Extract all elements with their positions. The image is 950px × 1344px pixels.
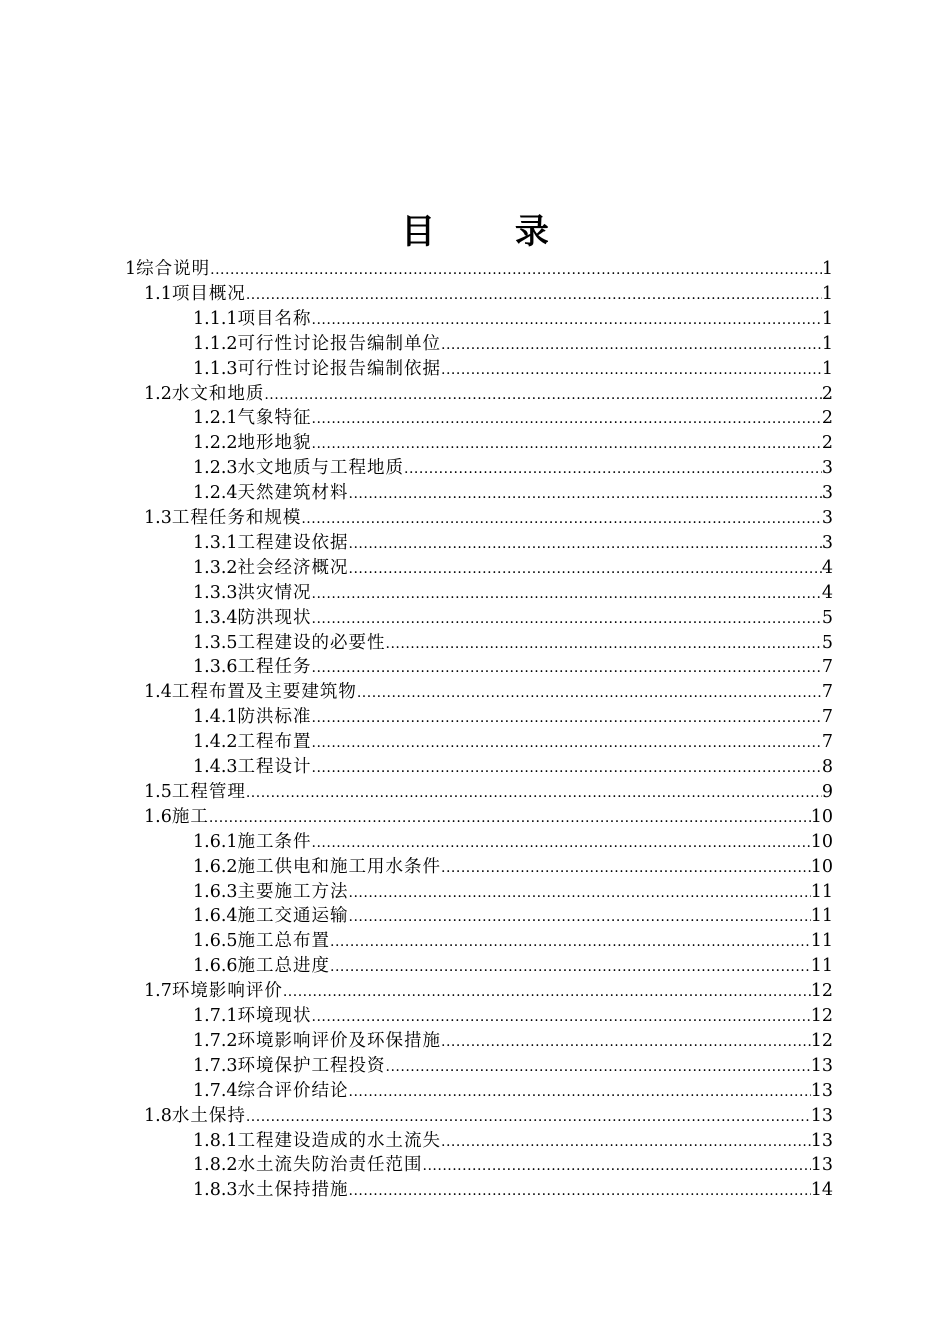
toc-page-number: 9	[821, 781, 833, 802]
toc-entry[interactable]	[144, 1104, 833, 1129]
toc-entry-title: 环境影响评价及环保措施	[237, 1030, 442, 1051]
toc-entry-number: 1.6.2	[193, 856, 238, 877]
toc-dot-leader	[349, 482, 822, 507]
toc-entry-title: 主要施工方法	[237, 881, 349, 902]
toc-entry-title: 项目概况	[171, 283, 246, 304]
toc-entry-title: 环境保护工程投资	[237, 1055, 386, 1076]
toc-dot-leader	[349, 881, 811, 906]
toc-dot-leader	[283, 980, 811, 1005]
toc-dot-leader	[246, 781, 822, 806]
toc-entry-title: 综合说明	[136, 259, 211, 279]
toc-entry-title: 施工交通运输	[237, 906, 349, 927]
toc-entry[interactable]	[193, 431, 833, 456]
toc-page-number: 3	[821, 508, 833, 528]
toc-page-number: 3	[821, 483, 833, 504]
toc-dot-leader	[349, 1179, 811, 1204]
toc-entry[interactable]	[193, 307, 833, 332]
toc-dot-leader	[312, 756, 822, 781]
toc-entry[interactable]	[125, 257, 833, 282]
toc-entry-title: 气象特征	[237, 408, 312, 429]
toc-entry[interactable]	[193, 755, 833, 780]
toc-dot-leader	[312, 1005, 811, 1030]
toc-entry-number: 1.6.4	[193, 906, 238, 927]
toc-page-number: 11	[810, 906, 833, 927]
toc-entry-number: 1.3.2	[193, 557, 238, 578]
toc-page-number: 5	[821, 632, 833, 653]
toc-entry-title: 防洪标准	[237, 707, 312, 728]
toc-dot-leader	[210, 258, 822, 283]
toc-dot-leader	[423, 1154, 811, 1179]
toc-dot-leader	[349, 1080, 811, 1105]
toc-entry-number: 1.3.6	[193, 657, 238, 678]
toc-entry-title: 施工条件	[237, 831, 312, 852]
toc-dot-leader	[441, 1130, 811, 1155]
toc-dot-leader	[312, 731, 822, 756]
toc-entry-number: 1.4.2	[193, 732, 238, 753]
toc-entry[interactable]	[193, 581, 833, 606]
toc-entry-number: 1.4.3	[193, 757, 238, 777]
toc-entry[interactable]	[144, 282, 833, 307]
toc-dot-leader	[441, 358, 822, 383]
toc-page-number: 1	[821, 333, 833, 354]
toc-page-number: 1	[821, 283, 833, 304]
toc-dot-leader	[330, 930, 811, 955]
toc-entry-title: 防洪现状	[237, 607, 312, 628]
toc-page-number: 11	[810, 931, 833, 952]
toc-entry-title: 天然建筑材料	[237, 483, 349, 504]
toc-entry-title: 工程布置及主要建筑物	[171, 682, 357, 703]
toc-entry-number: 1.8.1	[193, 1130, 238, 1151]
toc-dot-leader	[312, 308, 822, 333]
toc-entry-number: 1.2.3	[193, 458, 238, 479]
toc-entry[interactable]	[193, 1004, 833, 1029]
toc-entry-title: 社会经济概况	[237, 557, 349, 578]
toc-entry-number: 1.7	[144, 981, 172, 1002]
toc-entry[interactable]	[193, 556, 833, 581]
toc-entry[interactable]	[144, 979, 833, 1004]
toc-entry-number: 1.3.4	[193, 607, 238, 628]
toc-entry[interactable]	[144, 680, 833, 705]
toc-entry-title: 施工供电和施工用水条件	[237, 856, 442, 877]
toc-page-number: 10	[810, 831, 833, 852]
toc-page-number: 7	[821, 732, 833, 753]
toc-entry[interactable]	[193, 904, 833, 929]
toc-entry-title: 工程设计	[237, 757, 312, 777]
toc-entry[interactable]	[144, 382, 833, 407]
toc-dot-leader	[386, 632, 822, 657]
toc-entry[interactable]	[144, 506, 833, 531]
toc-page-number: 12	[810, 981, 833, 1002]
toc-entry[interactable]	[193, 880, 833, 905]
toc-entry[interactable]	[193, 406, 833, 431]
toc-dot-leader	[357, 681, 822, 706]
toc-entry-number: 1.2	[144, 383, 172, 404]
toc-entry-number: 1.2.1	[193, 408, 238, 429]
toc-entry-title: 施工	[171, 806, 209, 827]
toc-entry[interactable]	[193, 332, 833, 357]
toc-entry-title: 水文和地质	[171, 383, 265, 404]
toc-entry[interactable]	[193, 855, 833, 880]
toc-page-number: 10	[810, 806, 833, 827]
toc-page-number: 2	[821, 433, 833, 454]
toc-entry-number: 1.6	[144, 806, 172, 827]
toc-page-number: 12	[810, 1030, 833, 1051]
toc-dot-leader	[312, 607, 822, 632]
toc-entry-title: 水土流失防治责任范围	[237, 1155, 423, 1176]
toc-entry-number: 1.3.3	[193, 582, 238, 603]
toc-entry-title: 工程建设的必要性	[237, 632, 386, 653]
toc-entry-title: 环境影响评价	[171, 981, 283, 1002]
toc-entry-title: 水土保持	[171, 1105, 246, 1126]
toc-dot-leader	[312, 656, 822, 681]
toc-entry[interactable]	[193, 1029, 833, 1054]
toc-entry-title: 施工总进度	[237, 956, 331, 977]
toc-entry[interactable]	[193, 730, 833, 755]
toc-entry[interactable]	[193, 655, 833, 680]
toc-dot-leader	[209, 806, 811, 831]
toc-entry[interactable]	[193, 1079, 833, 1104]
toc-entry-number: 1.3.1	[193, 532, 238, 553]
toc-page-number: 1	[821, 259, 833, 279]
toc-dot-leader	[312, 407, 822, 432]
toc-entry-title: 工程管理	[171, 781, 246, 802]
toc-entry-number: 1.7.3	[193, 1055, 238, 1076]
toc-page-number: 4	[821, 582, 833, 603]
toc-entry[interactable]	[144, 805, 833, 830]
toc-page-number: 7	[821, 682, 833, 703]
toc-page-number: 4	[821, 557, 833, 578]
toc-entry-number: 1.2.2	[193, 433, 238, 454]
toc-page-number: 13	[810, 1155, 833, 1176]
toc-dot-leader	[386, 1055, 811, 1080]
toc-entry[interactable]	[193, 705, 833, 730]
toc-dot-leader	[441, 333, 822, 358]
toc-entry-number: 1.1.1	[193, 308, 238, 329]
toc-entry-title: 水文地质与工程地质	[237, 458, 405, 479]
toc-entry-title: 项目名称	[237, 308, 312, 329]
toc-entry-number: 1.1.2	[193, 333, 238, 354]
toc-entry-title: 可行性讨论报告编制依据	[237, 358, 442, 379]
toc-entry[interactable]	[193, 830, 833, 855]
toc-entry-number: 1	[125, 259, 137, 279]
toc-entry-number: 1.8.3	[193, 1180, 238, 1201]
toc-entry[interactable]	[193, 929, 833, 954]
toc-entry-title: 施工总布置	[237, 931, 331, 952]
toc-entry-number: 1.1	[144, 283, 172, 304]
toc-entry-title: 工程任务和规模	[171, 508, 302, 528]
toc-entry-number: 1.8	[144, 1105, 172, 1126]
toc-entry-title: 工程建设依据	[237, 532, 349, 553]
toc-entry[interactable]	[193, 481, 833, 506]
toc-entry-number: 1.6.5	[193, 931, 238, 952]
toc-page-number: 7	[821, 707, 833, 728]
toc-entry-number: 1.6.1	[193, 831, 238, 852]
toc-page-number: 3	[821, 532, 833, 553]
toc-dot-leader	[312, 582, 822, 607]
toc-entry[interactable]	[144, 780, 833, 805]
toc-dot-leader	[349, 905, 811, 930]
toc-page-number: 1	[821, 308, 833, 329]
toc-entry-number: 1.1.3	[193, 358, 238, 379]
toc-entry[interactable]	[193, 631, 833, 656]
toc-page-number: 12	[810, 1006, 833, 1026]
toc-entry-number: 1.3	[144, 508, 172, 528]
toc-entry-title: 工程建设造成的水土流失	[237, 1130, 442, 1151]
toc-entry-number: 1.8.2	[193, 1155, 238, 1176]
toc-entry[interactable]	[193, 357, 833, 382]
toc-entry[interactable]	[193, 606, 833, 631]
toc-entry-number: 1.4	[144, 682, 172, 703]
toc-entry-title: 洪灾情况	[237, 582, 312, 603]
toc-entry[interactable]	[193, 1129, 833, 1154]
toc-entry-number: 1.5	[144, 781, 172, 802]
toc-entry-title: 综合评价结论	[237, 1080, 349, 1101]
toc-entry-number: 1.6.6	[193, 956, 238, 977]
toc-entry[interactable]	[193, 456, 833, 481]
toc-entry-number: 1.7.2	[193, 1030, 238, 1051]
toc-dot-leader	[441, 856, 811, 881]
toc-page-number: 14	[810, 1180, 833, 1201]
toc-page-number: 2	[821, 383, 833, 404]
toc-page-number: 7	[821, 657, 833, 678]
toc-entry[interactable]	[193, 1054, 833, 1079]
toc-entry-number: 1.7.4	[193, 1080, 238, 1101]
toc-page-number: 10	[810, 856, 833, 877]
toc-page-number: 1	[821, 358, 833, 379]
toc-dot-leader	[246, 1105, 811, 1130]
toc-entry-title: 工程布置	[237, 732, 312, 753]
toc-dot-leader	[264, 383, 822, 408]
toc-entry[interactable]	[193, 1153, 833, 1178]
toc-page-number: 3	[821, 458, 833, 479]
toc-entry-title: 环境现状	[237, 1006, 312, 1026]
toc-page-number: 13	[810, 1105, 833, 1126]
toc-page-number: 11	[810, 956, 833, 977]
toc-entry[interactable]	[193, 1178, 833, 1203]
toc-page-number: 11	[810, 881, 833, 902]
toc-entry-title: 工程任务	[237, 657, 312, 678]
toc-entry[interactable]	[193, 531, 833, 556]
toc-entry-number: 1.3.5	[193, 632, 238, 653]
toc-dot-leader	[330, 955, 811, 980]
toc-entry-number: 1.7.1	[193, 1006, 238, 1026]
toc-dot-leader	[349, 557, 822, 582]
toc-page-number: 13	[810, 1080, 833, 1101]
toc-dot-leader	[312, 432, 822, 457]
toc-page-number: 13	[810, 1130, 833, 1151]
toc-entry-title: 水土保持措施	[237, 1180, 349, 1201]
page-title: 目 录	[401, 212, 583, 252]
toc-entry-number: 1.4.1	[193, 707, 238, 728]
toc-page-number: 13	[810, 1055, 833, 1076]
toc-page-number: 2	[821, 408, 833, 429]
toc-page-number: 8	[821, 757, 833, 777]
toc-dot-leader	[312, 706, 822, 731]
toc-dot-leader	[404, 457, 822, 482]
toc-entry-title: 可行性讨论报告编制单位	[237, 333, 442, 354]
toc-dot-leader	[441, 1030, 811, 1055]
toc-page-number: 5	[821, 607, 833, 628]
toc-dot-leader	[301, 507, 822, 532]
toc-dot-leader	[246, 283, 822, 308]
toc-entry-number: 1.2.4	[193, 483, 238, 504]
toc-entry[interactable]	[193, 954, 833, 979]
toc-dot-leader	[349, 532, 822, 557]
toc-entry-title: 地形地貌	[237, 433, 312, 454]
toc-entry-number: 1.6.3	[193, 881, 238, 902]
toc-dot-leader	[312, 831, 811, 856]
